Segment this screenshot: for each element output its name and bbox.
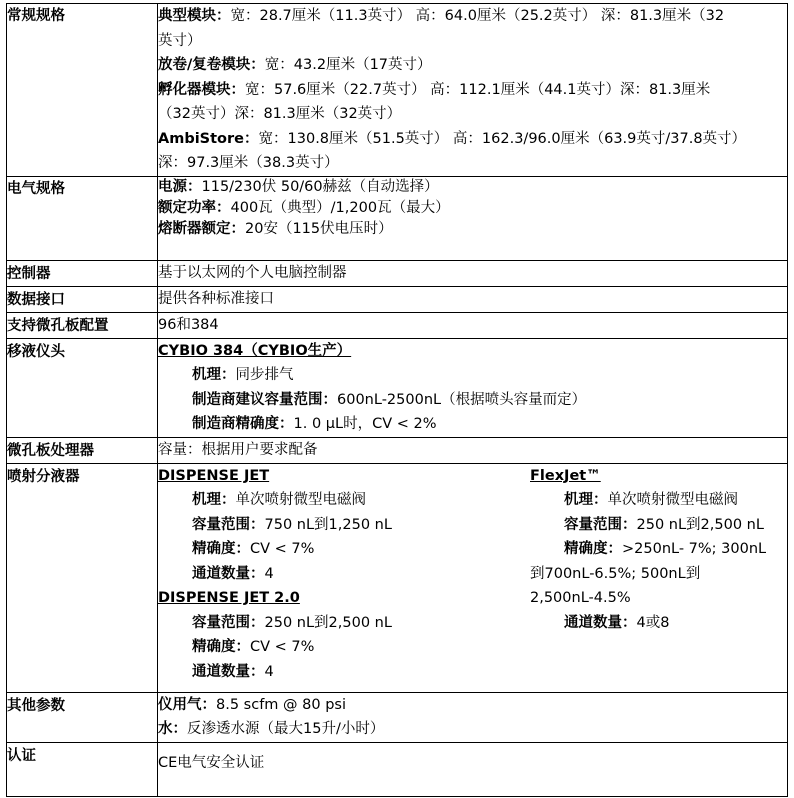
label-dispenser: 喷射分液器 — [7, 463, 158, 692]
label-cert: 认证 — [7, 742, 158, 796]
cert-value: CE电气安全认证 — [158, 742, 788, 796]
row-other — [7, 692, 788, 742]
pipette-mech-value: 同步排气 — [235, 367, 294, 383]
flexjet-title: FlexJet™ — [530, 467, 601, 484]
flexjet-accuracy-value-2: 到700nL-6.5%; 500nL到 — [530, 565, 701, 582]
content-electrical — [158, 176, 788, 260]
label-plates: 支持微孔板配置 — [7, 312, 158, 338]
pipette-accuracy-value: 1. 0 µL时，CV < 2% — [293, 416, 437, 432]
row-dispenser — [7, 463, 788, 692]
label-data-interface: 数据接口 — [7, 286, 158, 312]
incubator-key: 孵化器模块： — [158, 81, 245, 98]
dispenser-left-column — [158, 464, 530, 685]
unwind-key: 放卷/复卷模块： — [158, 57, 265, 73]
fuse-key: 熔断器额定： — [158, 220, 245, 237]
power-key: 电源： — [158, 178, 202, 195]
spec-table — [6, 3, 788, 797]
flexjet-mech-key: 机理： — [564, 492, 608, 508]
content-pipette — [158, 338, 788, 437]
row-plate-handler — [7, 437, 788, 463]
label-plate-handler: 微孔板处理器 — [7, 437, 158, 463]
pipette-accuracy-key: 制造商精确度： — [192, 416, 294, 432]
content-dispenser — [158, 463, 788, 692]
ambistore-value-1: 宽：130.8厘米（51.5英寸） 高：162.3/96.0厘米（63.9英寸/37.8英寸） — [258, 130, 747, 147]
row-data-interface — [7, 286, 788, 312]
flexjet-accuracy-value-1: >250nL- 7%; 300nL — [622, 541, 767, 557]
jet1-mech-value: 单次喷射微型电磁阀 — [235, 492, 366, 508]
air-key: 仪用气： — [158, 696, 216, 713]
jet1-range-value: 750 nL到1,250 nL — [264, 516, 392, 533]
ambistore-key: AmbiStore： — [158, 130, 259, 147]
label-other: 其他参数 — [7, 692, 158, 742]
rated-power-key: 额定功率： — [158, 199, 231, 216]
jet1-range-key: 容量范围： — [192, 516, 265, 533]
plate-handler-value: 容量：根据用户要求配备 — [158, 437, 788, 463]
ambistore-value-2: 深：97.3厘米（38.3英寸） — [158, 155, 339, 171]
data-interface-value: 提供各种标准接口 — [158, 286, 788, 312]
jet2-accuracy-value: CV < 7% — [250, 639, 315, 655]
pipette-mech-key: 机理： — [192, 367, 236, 383]
fuse-value: 20安（115伏电压时） — [245, 220, 393, 237]
water-value: 反渗透水源（最大15升/小时） — [187, 721, 385, 737]
content-general — [158, 4, 788, 177]
label-controller: 控制器 — [7, 260, 158, 286]
content-other — [158, 692, 788, 742]
row-pipette — [7, 338, 788, 437]
row-controller — [7, 260, 788, 286]
rated-power-value: 400瓦（典型）/1,200瓦（最大） — [230, 199, 450, 216]
flexjet-range-value: 250 nL到2,500 nL — [636, 516, 764, 533]
pipette-range-value: 600nL-2500nL（根据喷头容量而定） — [337, 391, 587, 408]
incubator-value-2: （32英寸）深：81.3厘米（32英寸） — [158, 106, 402, 122]
power-value: 115/230伏 50/60赫兹（自动选择） — [201, 178, 439, 195]
typical-value-1: 宽：28.7厘米（11.3英寸） 高：64.0厘米（25.2英寸） 深：81.3厘米（32 — [230, 8, 725, 24]
flexjet-accuracy-key: 精确度： — [564, 541, 622, 557]
dispenser-right-column — [530, 464, 780, 685]
label-electrical: 电气规格 — [7, 176, 158, 260]
jet2-title: DISPENSE JET 2.0 — [158, 590, 300, 606]
flexjet-mech-value: 单次喷射微型电磁阀 — [607, 492, 738, 508]
controller-value: 基于以太网的个人电脑控制器 — [158, 260, 788, 286]
row-general — [7, 4, 788, 177]
jet1-mech-key: 机理： — [192, 492, 236, 508]
flexjet-accuracy-value-3: 2,500nL-4.5% — [530, 590, 631, 606]
air-value: 8.5 scfm @ 80 psi — [216, 696, 346, 713]
typical-value-2: 英寸） — [158, 32, 202, 49]
jet2-channels-value: 4 — [264, 663, 274, 680]
typical-key: 典型模块： — [158, 8, 231, 24]
jet1-title: DISPENSE JET — [158, 467, 270, 484]
pipette-title: CYBIO 384（CYBIO生产） — [158, 342, 352, 359]
flexjet-channels-value: 4或8 — [636, 614, 670, 631]
jet1-accuracy-key: 精确度： — [192, 541, 250, 557]
flexjet-channels-key: 通道数量： — [564, 614, 637, 631]
jet2-range-value: 250 nL到2,500 nL — [264, 614, 392, 631]
label-general: 常规规格 — [7, 4, 158, 177]
flexjet-range-key: 容量范围： — [564, 516, 637, 533]
jet2-accuracy-key: 精确度： — [192, 639, 250, 655]
label-pipette: 移液仪头 — [7, 338, 158, 437]
jet2-channels-key: 通道数量： — [192, 663, 265, 680]
row-electrical — [7, 176, 788, 260]
water-key: 水： — [158, 721, 187, 737]
pipette-range-key: 制造商建议容量范围： — [192, 391, 337, 408]
unwind-value: 宽：43.2厘米（17英寸） — [264, 57, 432, 73]
row-plates — [7, 312, 788, 338]
plates-value: 96和384 — [158, 312, 788, 338]
jet1-accuracy-value: CV < 7% — [250, 541, 315, 557]
row-cert — [7, 742, 788, 796]
jet2-range-key: 容量范围： — [192, 614, 265, 631]
incubator-value-1: 宽：57.6厘米（22.7英寸） 高：112.1厘米（44.1英寸）深：81.3厘米 — [245, 81, 711, 98]
jet1-channels-value: 4 — [264, 565, 274, 582]
jet1-channels-key: 通道数量： — [192, 565, 265, 582]
